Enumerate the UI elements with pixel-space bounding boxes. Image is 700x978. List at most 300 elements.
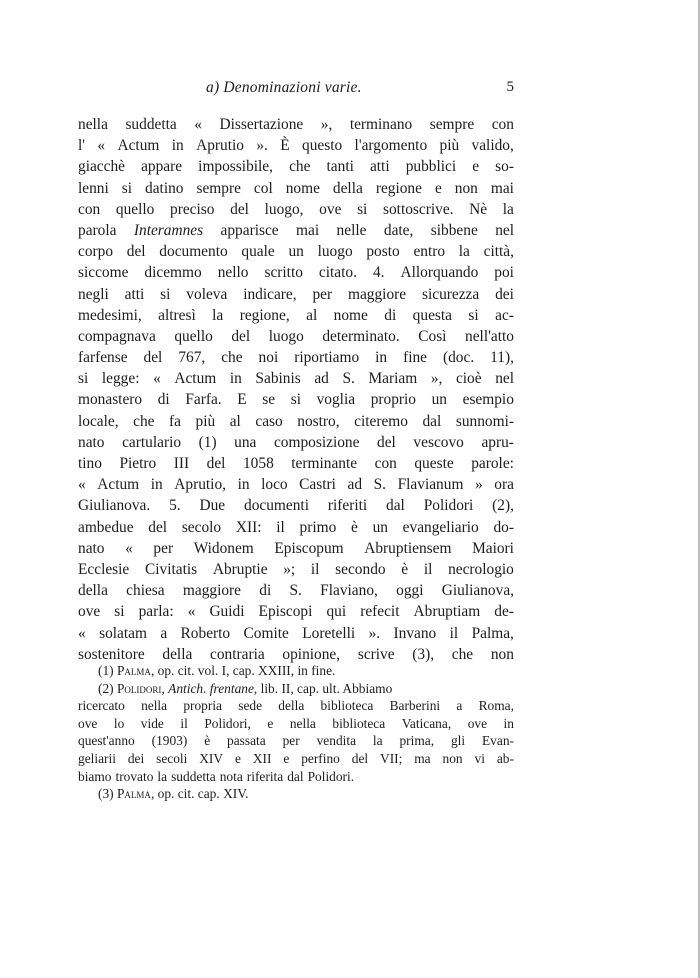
word: (doc. (442, 349, 475, 367)
word: luogo (317, 243, 353, 261)
word: opinione, (282, 645, 341, 663)
word: per (312, 285, 333, 303)
word: del (148, 518, 168, 536)
word: nostro, (297, 412, 340, 430)
word: ma (414, 750, 431, 766)
word: regione, (239, 306, 290, 324)
word: XII (252, 750, 272, 766)
word: la (458, 243, 470, 261)
word: il (449, 624, 459, 642)
word: Flavianum (397, 476, 464, 494)
word: cartulario (122, 433, 182, 451)
word: « (97, 137, 106, 155)
word: trovato (115, 768, 154, 784)
word: sottoscrive. (382, 200, 454, 218)
word: del (230, 200, 249, 218)
word: medesimi, (78, 306, 142, 324)
word: (1) (198, 433, 217, 451)
word: del (143, 349, 163, 367)
word: passata (227, 733, 266, 749)
word: Pietro (119, 455, 157, 472)
word: so- (495, 158, 514, 176)
text-line (78, 305, 514, 326)
word: in (237, 476, 250, 494)
word: proprio (370, 391, 416, 409)
word: Episcopi (258, 603, 313, 621)
text-line (78, 241, 514, 262)
word: e (234, 750, 241, 766)
word: Barberini (389, 698, 441, 714)
word: vide (140, 715, 164, 731)
footnote-marker: (1) (98, 663, 114, 678)
word: prima, (399, 733, 435, 749)
word: sibbene (430, 221, 478, 239)
word: al (306, 306, 318, 324)
footnote-author: Palma (116, 786, 151, 802)
word: « (78, 476, 86, 494)
word: biamo (78, 768, 112, 784)
word: pubblici (405, 158, 457, 176)
text-line (78, 347, 514, 368)
word: locale, (78, 412, 119, 430)
word: qui (326, 603, 347, 621)
word: biblioteca (332, 715, 386, 731)
word: legge: (101, 370, 140, 388)
word: fine (403, 349, 428, 367)
text-line (78, 474, 514, 495)
word: citato. (318, 264, 357, 282)
word: scritto (264, 264, 303, 282)
word: si (357, 200, 368, 218)
word: 1058 (242, 455, 274, 472)
word: 767, (178, 349, 206, 367)
word: altresì (158, 306, 196, 324)
word: quello (174, 327, 213, 345)
footnote-line (78, 732, 514, 750)
text-line (78, 601, 514, 622)
text-line (78, 262, 514, 283)
word: non (490, 645, 514, 663)
word: solatam (99, 624, 147, 642)
word: si (290, 391, 301, 409)
word: Maiori (472, 539, 514, 557)
word: Allorquando (400, 264, 479, 282)
word: »; (283, 560, 296, 578)
word: del (351, 750, 369, 766)
word: col (253, 179, 273, 197)
word: sede (238, 698, 263, 714)
word: suddetta (171, 768, 216, 784)
word: compagnava (78, 327, 156, 345)
word: Vaticana, (401, 715, 452, 731)
text-line (78, 220, 514, 241)
word: quello (115, 200, 155, 218)
word: ac- (495, 306, 514, 324)
word: ambedue (78, 518, 134, 536)
text-line (78, 623, 514, 644)
word: suddetta (125, 116, 177, 133)
word: chiesa (126, 582, 165, 600)
word: al (229, 412, 241, 430)
word: del (231, 327, 251, 345)
word: Abruptiam (413, 603, 481, 621)
word: si (114, 603, 125, 621)
word: dei (127, 750, 145, 766)
word: l' (78, 137, 86, 155)
word: il (276, 518, 285, 536)
word: Actum (97, 476, 140, 494)
word: queste (414, 455, 454, 472)
word: lo (113, 715, 125, 731)
word: del (377, 433, 396, 451)
word: parola (78, 221, 117, 239)
word: a (456, 698, 463, 714)
word: l'argomento (354, 137, 428, 155)
word: riferiti (327, 497, 368, 515)
word: Aprutio (196, 137, 244, 155)
footnote-1 (78, 662, 514, 680)
word: do- (493, 518, 514, 536)
word: Evan- (482, 733, 514, 749)
word: riportiamo (294, 349, 360, 367)
word: geliarii (78, 750, 116, 766)
word: caso (255, 412, 283, 430)
word: luogo (268, 327, 304, 345)
word: luogo, (264, 200, 304, 218)
text-line (78, 326, 514, 347)
word: del (206, 455, 226, 472)
word: sempre (429, 116, 475, 133)
word: è (204, 733, 211, 749)
word: S. (373, 476, 387, 494)
word: composizione (273, 433, 360, 451)
word: che (451, 645, 474, 663)
word: Loretelli (302, 624, 356, 642)
word: è (401, 560, 409, 578)
word: date, (383, 221, 414, 239)
word: e (472, 158, 480, 176)
word: apparisce (220, 221, 279, 239)
footnote-author: Palma (116, 663, 151, 678)
word: XIV (199, 750, 224, 766)
word: dicemmo (144, 264, 202, 282)
word: secondo (335, 560, 386, 578)
text-line (78, 284, 514, 305)
word: voleva (186, 285, 228, 303)
word: Mariam (368, 370, 418, 388)
word: determinato. (322, 327, 400, 345)
word: nato (78, 433, 105, 451)
word: primo (299, 518, 337, 536)
word: in (150, 476, 163, 494)
word: Giulianova, (441, 582, 514, 600)
text-line (78, 432, 514, 453)
word: de- (494, 603, 514, 621)
word: Interamnes (133, 221, 204, 239)
word: Palma, (471, 624, 514, 642)
word: impossibile, (198, 158, 273, 176)
word: nella (289, 715, 316, 731)
word: È (280, 137, 290, 155)
word: », (320, 116, 333, 133)
word: tanti (326, 158, 354, 176)
word: ove (467, 715, 488, 731)
page-header (78, 79, 514, 101)
word: con (374, 455, 397, 472)
word: perfino (301, 750, 340, 766)
word: loco (261, 476, 288, 494)
word: ad (314, 370, 329, 388)
word: nome (285, 179, 320, 197)
word: ove (319, 200, 342, 218)
word: Ecclesie (78, 560, 130, 578)
footnote-line (78, 750, 514, 768)
word: secolo (181, 518, 222, 536)
word: Giulianova. (78, 497, 151, 515)
word: Aprutio, (174, 476, 226, 494)
word: atti (369, 158, 390, 176)
word: « (125, 539, 133, 557)
word: nato (78, 539, 105, 557)
word: poi (494, 264, 514, 282)
word: nome (333, 306, 368, 324)
word: un (431, 391, 447, 409)
word: questa (412, 306, 452, 324)
word: (3), (412, 645, 435, 663)
text-line (78, 517, 514, 538)
word: mai (296, 221, 320, 239)
word: gli (450, 733, 466, 749)
word: Widonem (193, 539, 254, 557)
word: terminante (291, 455, 358, 472)
word: non (454, 179, 478, 197)
word: quale (241, 243, 275, 261)
word: S. (289, 582, 302, 600)
word: di (259, 582, 272, 600)
word: dal (386, 497, 405, 515)
word: si (78, 370, 89, 388)
word: del (126, 243, 146, 261)
word: (2), (492, 497, 514, 515)
word: nel (495, 370, 514, 388)
word: che (221, 349, 243, 367)
word: Actum (117, 137, 160, 155)
word: Civitatis (144, 560, 198, 578)
footnote-marker: (3) (98, 786, 114, 802)
word: ove (78, 603, 101, 621)
word: preciso (170, 200, 215, 218)
word: più (439, 137, 460, 155)
word: monastero (78, 391, 143, 409)
word: giacchè (78, 158, 125, 176)
word: in (375, 349, 388, 367)
word: in (171, 137, 184, 155)
word: non (442, 750, 463, 766)
text-line (78, 178, 514, 199)
word: e (267, 715, 274, 731)
word: se (262, 391, 276, 409)
word: Polidori. (307, 768, 355, 784)
word: maggiore (182, 582, 242, 600)
word: dei (495, 285, 514, 303)
word: Roma, (478, 698, 514, 714)
text-line (78, 135, 514, 156)
word: Castri (299, 476, 336, 494)
word: XII: (235, 518, 262, 536)
word: 5. (169, 497, 181, 515)
word: ». (256, 137, 268, 155)
word: questo (302, 137, 343, 155)
text-line (78, 580, 514, 601)
word: posto (366, 243, 400, 261)
text-line (78, 389, 514, 410)
word: indicare, (243, 285, 297, 303)
word: nella (78, 116, 108, 133)
word: della (78, 582, 108, 600)
word: lenni (78, 179, 109, 197)
word: mai (490, 179, 514, 197)
word: la (157, 768, 168, 784)
word: ove (78, 715, 98, 731)
footnote-text: , op. cit. cap. XIV. (150, 786, 249, 802)
word: ricercato (78, 698, 125, 714)
word: citeremo (354, 412, 408, 430)
footnote-text: , lib. II, cap. ult. Abbiamo (253, 680, 393, 696)
text-line (78, 199, 514, 220)
word: « (194, 116, 202, 133)
word: Actum (174, 370, 217, 388)
word: 4. (372, 264, 385, 282)
word: « (78, 624, 86, 642)
word: voglia (316, 391, 356, 409)
word: nel (495, 221, 514, 239)
word: Roberto (180, 624, 231, 642)
word: Dissertazione (219, 116, 304, 133)
word: Invano (393, 624, 437, 642)
word: valido, (471, 137, 514, 155)
footnote-3 (78, 785, 514, 803)
word: fa (169, 412, 181, 430)
word: riferita (246, 768, 284, 784)
footnote-line (78, 697, 514, 715)
word: refecit (360, 603, 400, 621)
footnote-marker: (2) (98, 680, 114, 696)
text-line (78, 538, 514, 559)
word: della (332, 179, 363, 197)
word: il (180, 715, 188, 731)
footnote-2: (2) Polidori, Antich. frentane, lib. II, cap. ult. Abbiamo (98, 680, 393, 696)
word: il (310, 560, 320, 578)
text-line (78, 453, 514, 474)
word: si (121, 179, 133, 197)
word: », (430, 370, 443, 388)
word: III (173, 455, 190, 472)
word: corpo (78, 243, 114, 261)
word: Nè (469, 200, 488, 218)
footnote-title: Antich. frentane (168, 680, 254, 696)
word: e (434, 179, 442, 197)
word: » (474, 476, 483, 494)
word: dal (422, 412, 442, 430)
text-line (78, 559, 514, 580)
word: nella (141, 698, 168, 714)
word: nello (217, 264, 249, 282)
word: Episcopum (274, 539, 344, 557)
word: VII; (380, 750, 403, 766)
word: Farfa. (185, 391, 222, 409)
word: entro (413, 243, 446, 261)
word: si (468, 306, 479, 324)
word: sunnomi- (455, 412, 514, 430)
word: evangeliario (402, 518, 479, 536)
running-head: a) Denominazioni varie. (206, 79, 362, 96)
word: scrive (357, 645, 395, 663)
page-number: 5 (506, 79, 514, 95)
word: Così (418, 327, 447, 345)
text-line (78, 411, 514, 432)
word: il (423, 560, 433, 578)
word: datino (145, 179, 184, 197)
word: è (351, 518, 358, 536)
word: per (153, 539, 174, 557)
word: contraria (210, 645, 265, 663)
footnote-text: , op. cit. vol. I, cap. XXIII, in fine. (150, 663, 336, 678)
word: per (282, 733, 300, 749)
word: che (133, 412, 155, 430)
word: documenti (244, 497, 309, 515)
word: siccome (78, 264, 129, 282)
word: dal (287, 768, 304, 784)
word: propria (183, 698, 222, 714)
word: documento (159, 243, 228, 261)
word: oggi (396, 582, 424, 600)
word: Guidi (209, 603, 245, 621)
word: ab- (496, 750, 514, 766)
word: apru- (481, 433, 514, 451)
word: e (283, 750, 290, 766)
word: una (234, 433, 257, 451)
word: « (153, 370, 161, 388)
word: esempio (462, 391, 514, 409)
footnotes (78, 662, 514, 803)
word: Sabinis (255, 370, 301, 388)
word: nota (219, 768, 243, 784)
word: Polidori (423, 497, 474, 515)
word: Flaviano, (320, 582, 378, 600)
word: E (237, 391, 247, 409)
word: parla: (138, 603, 174, 621)
text-line (78, 156, 514, 177)
word: Polidori, (204, 715, 251, 731)
word: la (372, 733, 383, 749)
body-text (78, 114, 514, 665)
word: di (157, 391, 170, 409)
word: sicurezza (421, 285, 480, 303)
word: biblioteca (320, 698, 374, 714)
word: secoli (156, 750, 188, 766)
word: un (372, 518, 388, 536)
word: Abruptie (212, 560, 268, 578)
word: più (195, 412, 216, 430)
word: cioè (455, 370, 482, 388)
text-line (78, 495, 514, 516)
word: nell'atto (465, 327, 514, 345)
word: vi (474, 750, 485, 766)
word: un (288, 243, 304, 261)
word: parole: (471, 455, 514, 472)
word: quest'anno (78, 733, 135, 749)
word: 11), (490, 349, 514, 367)
